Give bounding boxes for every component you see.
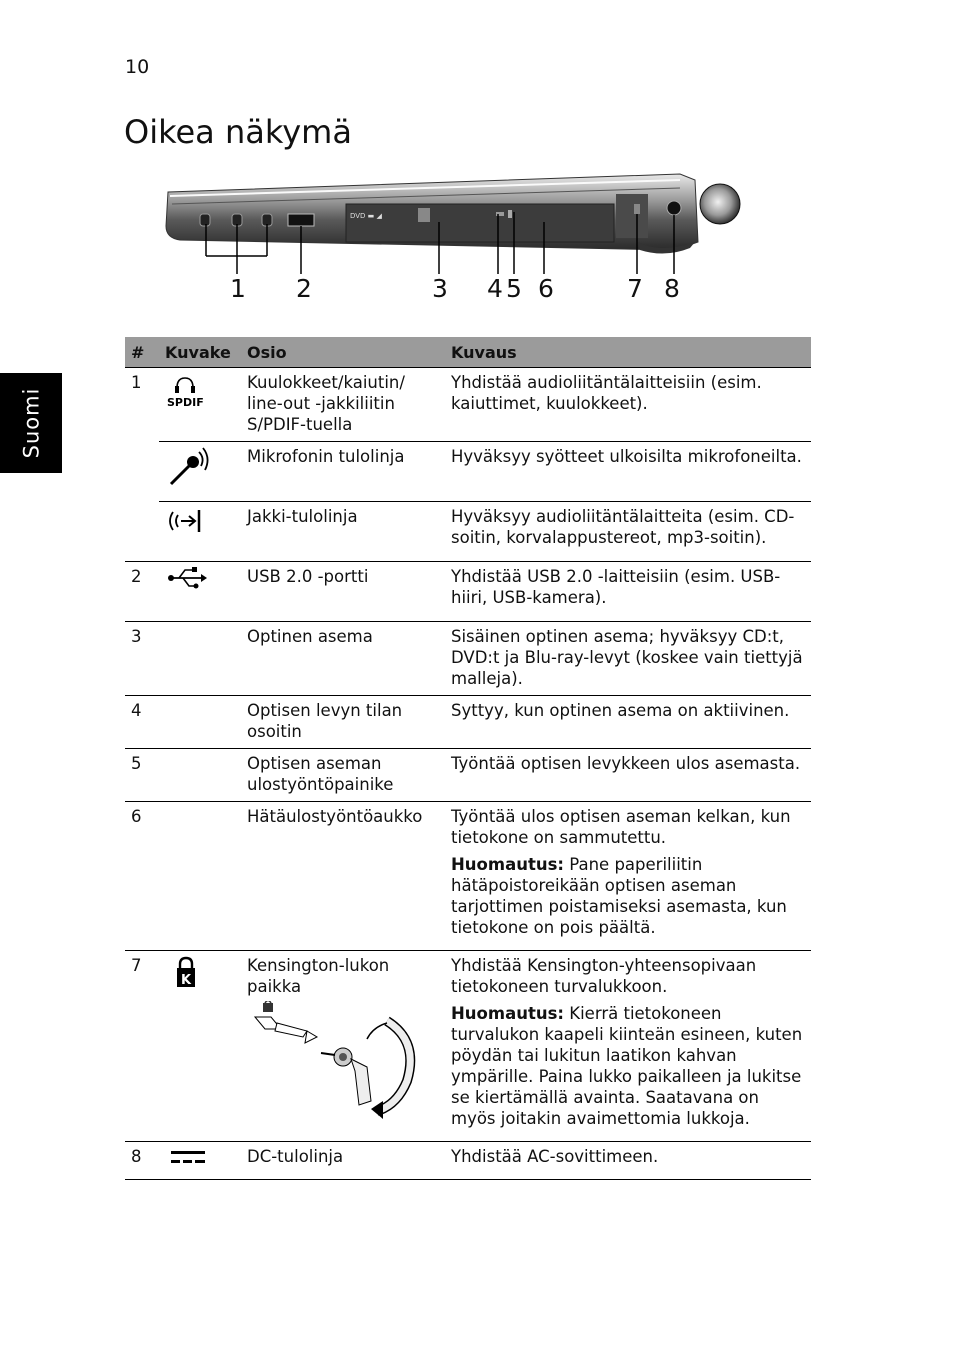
- row-description: Työntää optisen levykkeen ulos asemasta.: [445, 749, 811, 802]
- header-icon: Kuvake: [159, 337, 241, 368]
- row-section: Mikrofonin tulolinja: [241, 442, 445, 502]
- svg-text:DVD ▬ ◢: DVD ▬ ◢: [350, 212, 382, 220]
- page-number: 10: [125, 56, 150, 78]
- line-in-icon: [159, 502, 241, 562]
- table-row: [125, 368, 811, 442]
- row-description: Hyväksyy audioliitäntälaitteita (esim. CD-soitin, korvalappustereot, mp3-soitin).: [445, 502, 811, 562]
- row-number: [125, 442, 159, 502]
- svg-text:K: K: [181, 973, 192, 988]
- callout-7: 7: [627, 274, 643, 303]
- dc-in-icon: [159, 1142, 241, 1180]
- ports-table: [125, 337, 811, 1180]
- row-number: [125, 502, 159, 562]
- row-description: Yhdistää AC-sovittimeen.: [445, 1142, 811, 1180]
- row-section: Hätäulostyöntöaukko: [241, 802, 445, 951]
- table-row: [125, 502, 811, 562]
- table-row: [125, 696, 811, 749]
- language-tab: [0, 373, 62, 473]
- table-row: [125, 802, 811, 951]
- note-text: Kierrä tietokoneen turvalukon kaapeli kiinteän esineen, kuten pöydän tai lukitun laatikon kahvan ympärille. Paina lukko paikalleen ja lukitse se kiertämällä avainta. Saatavana on myös joitakin avaimettomia lukkoja.: [451, 1004, 803, 1128]
- figure-callouts: [0, 274, 954, 314]
- table-row: [125, 951, 811, 1142]
- row-section: Optisen aseman ulostyöntöpainike: [241, 749, 445, 802]
- row-description-cell: [445, 951, 811, 1142]
- row-description: Työntää ulos optisen aseman kelkan, kun tietokone on sammutettu.: [451, 807, 791, 847]
- row-description: Yhdistää USB 2.0 -laitteisiin (esim. USB-hiiri, USB-kamera).: [445, 562, 811, 622]
- note-label: Huomautus:: [451, 855, 565, 874]
- table-row: [125, 1142, 811, 1180]
- row-section: Kuulokkeet/kaiutin/ line-out -jakkiliitin S/PDIF-tuella: [241, 368, 445, 442]
- row-number: 7: [125, 951, 159, 1142]
- row-section: Optisen levyn tilan osoitin: [241, 696, 445, 749]
- row-section: Kensington-lukon paikka: [247, 956, 390, 996]
- language-tab-label: Suomi: [19, 387, 43, 459]
- row-section: USB 2.0 -portti: [241, 562, 445, 622]
- header-num: #: [125, 337, 159, 368]
- row-section: Jakki-tulolinja: [241, 502, 445, 562]
- callout-4: 4: [487, 274, 503, 303]
- table-row: [125, 562, 811, 622]
- page-title: Oikea näkymä: [124, 113, 352, 151]
- table-row: [125, 749, 811, 802]
- header-description: Kuvaus: [445, 337, 811, 368]
- note-label: Huomautus:: [451, 1004, 565, 1023]
- table-row: [125, 442, 811, 502]
- callout-3: 3: [432, 274, 448, 303]
- kensington-lock-icon: [159, 951, 241, 1142]
- row-number: 5: [125, 749, 159, 802]
- row-number: 3: [125, 622, 159, 696]
- table-header-row: [125, 337, 811, 368]
- row-description-cell: [445, 802, 811, 951]
- table-row: [125, 622, 811, 696]
- spdif-label: SPDIF: [167, 396, 204, 408]
- row-number: 2: [125, 562, 159, 622]
- row-number: 6: [125, 802, 159, 951]
- callout-5: 5: [506, 274, 522, 303]
- row-description: Yhdistää Kensington-yhteensopivaan tietokoneen turvalukkoon.: [451, 956, 757, 996]
- microphone-icon: [159, 442, 241, 502]
- row-section: Optinen asema: [241, 622, 445, 696]
- note-text: Pane paperiliitin hätäpoistoreikään optisen aseman tarjottimen poistamiseksi asemasta, kun tietokone on pois päältä.: [451, 855, 787, 937]
- callout-8: 8: [664, 274, 680, 303]
- row-description: Sisäinen optinen asema; hyväksyy CD:t, DVD:t ja Blu-ray-levyt (koskee vain tiettyjä malleja).: [445, 622, 811, 696]
- callout-6: 6: [538, 274, 554, 303]
- lock-diagram: [247, 1001, 427, 1127]
- headphones-spdif-icon: [159, 368, 241, 442]
- usb-icon: [159, 562, 241, 622]
- row-number: 1: [125, 368, 159, 442]
- row-description: Yhdistää audioliitäntälaitteisiin (esim. kaiuttimet, kuulokkeet).: [445, 368, 811, 442]
- row-description: Hyväksyy syötteet ulkoisilta mikrofoneilta.: [445, 442, 811, 502]
- callout-1: 1: [230, 274, 246, 303]
- row-number: 8: [125, 1142, 159, 1180]
- note: [451, 854, 805, 938]
- row-section-cell: [241, 951, 445, 1142]
- note: [451, 1003, 805, 1129]
- callout-2: 2: [296, 274, 312, 303]
- row-section: DC-tulolinja: [241, 1142, 445, 1180]
- row-number: 4: [125, 696, 159, 749]
- header-section: Osio: [241, 337, 445, 368]
- row-description: Syttyy, kun optinen asema on aktiivinen.: [445, 696, 811, 749]
